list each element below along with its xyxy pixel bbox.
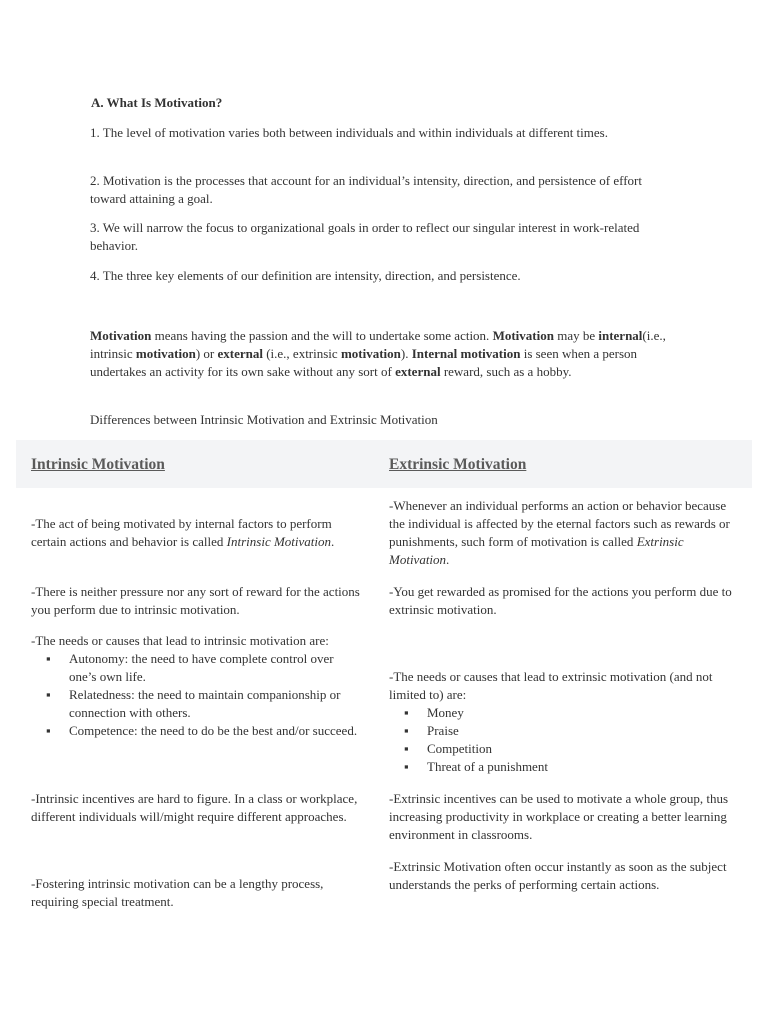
def-term: Motivation (90, 328, 152, 343)
list-item: ▪ Relatedness: the need to maintain companionship or connection with others. (31, 686, 361, 722)
extrinsic-cell-3 (389, 668, 739, 776)
intrinsic-cell-5: -Fostering intrinsic motivation can be a lengthy process, requiring special treatment. (31, 876, 324, 909)
section-heading: A. What Is Motivation? (91, 95, 223, 110)
list-item: ▪ Autonomy: the need to have complete control over one’s own life. (31, 650, 361, 686)
extrinsic-cell-1: -Whenever an individual performs an action or behavior because the individual is affected by the eternal factors such as rewards or punishments, such form of motivation is called Extrinsic Motivation. (389, 498, 730, 567)
extrinsic-needs-intro: -The needs or causes that lead to extrinsic motivation (and not limited to) are: (389, 669, 713, 702)
extrinsic-cell-2: -You get rewarded as promised for the actions you perform due to extrinsic motivation. (389, 584, 732, 617)
table-header-row (16, 440, 752, 488)
differences-title: Differences between Intrinsic Motivation and Extrinsic Motivation (90, 412, 438, 427)
list-item: ▪ Competition (389, 740, 739, 758)
extrinsic-cell-4: -Extrinsic incentives can be used to motivate a whole group, thus increasing productivity in workplace or creating a better learning environment in classrooms. (389, 791, 728, 842)
list-item: ▪ Money (389, 704, 739, 722)
point-1: 1. The level of motivation varies both between individuals and within individuals at different times. (90, 125, 608, 140)
extrinsic-column-header: Extrinsic Motivation (389, 456, 527, 473)
intrinsic-cell-1: -The act of being motivated by internal factors to perform certain actions and behavior is called Intrinsic Motivation. (31, 516, 335, 549)
intrinsic-cell-4: -Intrinsic incentives are hard to figure. In a class or workplace, different individuals will/might require different approaches. (31, 791, 358, 824)
list-item: ▪ Competence: the need to do be the best and/or succeed. (31, 722, 361, 740)
intrinsic-cell-3 (31, 632, 361, 740)
list-item: ▪ Praise (389, 722, 739, 740)
point-2: 2. Motivation is the processes that account for an individual’s intensity, direction, and persistence of effort toward attaining a goal. (90, 173, 642, 206)
intrinsic-needs-intro: -The needs or causes that lead to intrinsic motivation are: (31, 633, 329, 648)
intrinsic-column-header: Intrinsic Motivation (31, 456, 165, 473)
intrinsic-needs-list (31, 650, 361, 740)
motivation-definition: Motivation means having the passion and the will to undertake some action. Motivation may be internal(i.e., intrinsic motivation) or external (i.e., extrinsic motivation). Internal motivation is seen when a person undertakes an activity for its own sake without any sort of external reward, such as a hobby. (90, 328, 666, 379)
point-3: 3. We will narrow the focus to organizational goals in order to reflect our singular interest in work-related behavior. (90, 220, 640, 253)
list-item: ▪ Threat of a punishment (389, 758, 739, 776)
extrinsic-cell-5: -Extrinsic Motivation often occur instantly as soon as the subject understands the perks of performing certain actions. (389, 859, 727, 892)
intrinsic-cell-2: -There is neither pressure nor any sort of reward for the actions you perform due to intrinsic motivation. (31, 584, 360, 617)
extrinsic-needs-list (389, 704, 739, 776)
point-4: 4. The three key elements of our definition are intensity, direction, and persistence. (90, 268, 521, 283)
